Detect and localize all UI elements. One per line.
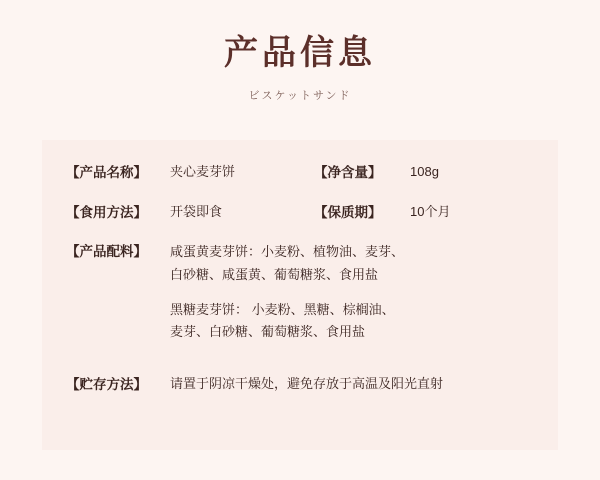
info-card <box>42 140 558 450</box>
ingredient-block-salted-egg-yolk <box>170 241 404 287</box>
usage-value: 开袋即食 <box>170 203 223 219</box>
storage-value: 请置于阴凉干燥处，避免存放于高温及阳光直射 <box>170 376 444 392</box>
page-subtitle: ビスケットサンド <box>248 89 352 102</box>
row-usage <box>66 202 534 224</box>
row-ingredients <box>66 241 534 356</box>
storage-label: 【贮存方法】 <box>66 377 147 393</box>
product-name-label: 【产品名称】 <box>66 165 147 180</box>
page-title: 产品信息 <box>224 35 376 72</box>
net-content-value: 108g <box>410 164 439 179</box>
ingredient-line: 白砂糖、咸蛋黄、葡萄糖浆、食用盐 <box>170 266 379 282</box>
row-product-name <box>66 162 534 184</box>
net-content-group <box>314 162 439 184</box>
shelf-life-label: 【保质期】 <box>314 204 382 220</box>
shelf-life-group <box>314 202 450 224</box>
ingredient-block-brown-sugar <box>170 299 404 345</box>
ingredient-line: 麦芽、白砂糖、葡萄糖浆、食用盐 <box>170 324 366 340</box>
ingredients-content <box>170 241 404 356</box>
ingredient-line: 咸蛋黄麦芽饼：小麦粉、植物油、麦芽、 <box>170 244 405 260</box>
row-storage <box>66 374 534 396</box>
page-header <box>0 0 600 103</box>
product-name-value: 夹心麦芽饼 <box>170 164 236 179</box>
usage-group <box>66 202 314 224</box>
shelf-life-value: 10个月 <box>410 203 451 219</box>
usage-label: 【食用方法】 <box>66 204 147 220</box>
ingredient-line: 黑糖麦芽饼： 小麦粉、黑糖、棕榈油、 <box>170 301 395 317</box>
net-content-label: 【净含量】 <box>314 165 382 180</box>
product-name-group <box>66 162 314 184</box>
ingredients-label: 【产品配料】 <box>66 244 147 260</box>
